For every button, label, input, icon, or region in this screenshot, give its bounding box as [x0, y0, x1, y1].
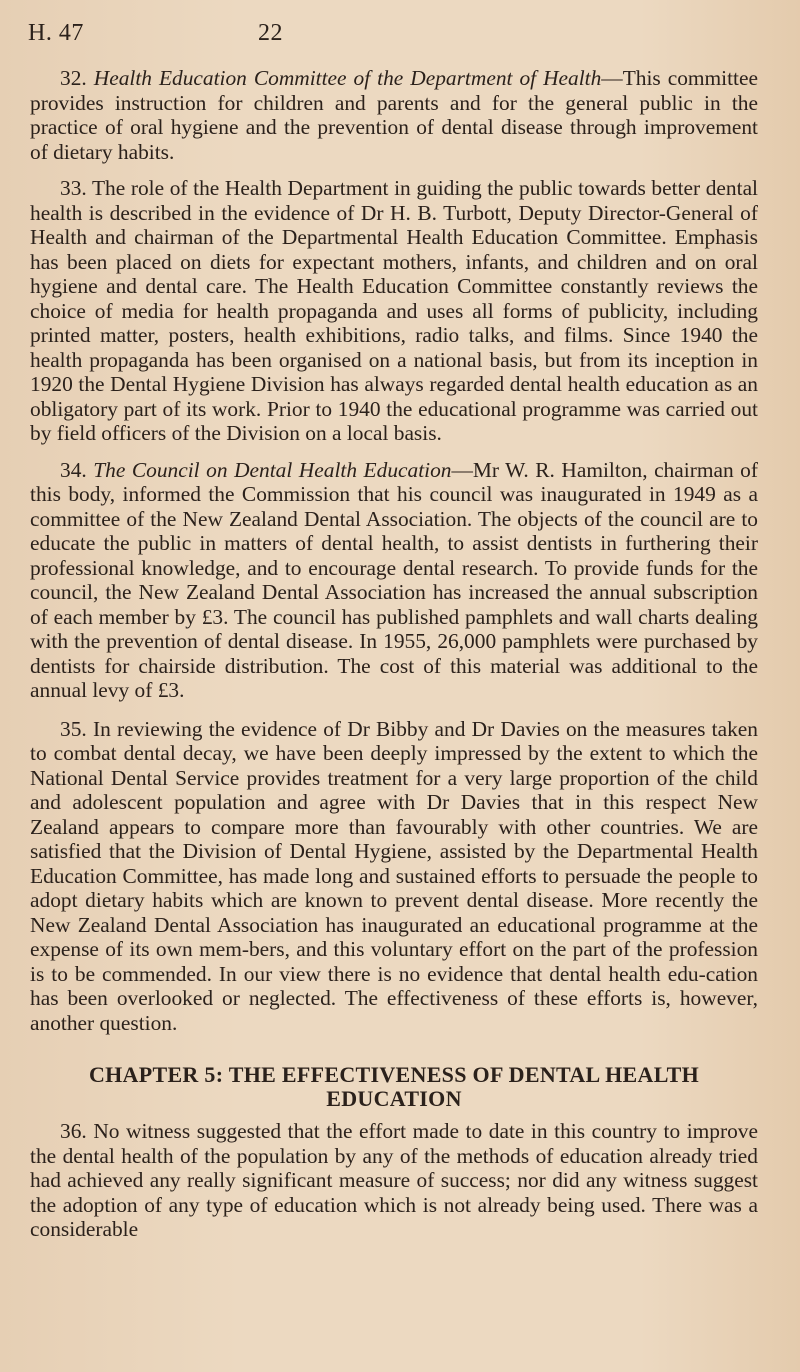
paragraph-number: 36.: [60, 1119, 87, 1143]
page-number: 22: [258, 20, 283, 46]
paragraph-34: [30, 458, 758, 703]
paragraph-32: [30, 66, 758, 164]
paragraph-number: 32.: [60, 66, 87, 90]
paragraph-number: 33.: [60, 176, 87, 200]
paragraph-33: [30, 176, 758, 446]
paragraph-text: No witness suggested that the effort made to date in this country to improve the dental health of the population by any of the methods of education already tried had achieved any really significant measure of success; nor did any witness suggest the adoption of any type of education which is not already being used. There was a considerable: [30, 1119, 758, 1241]
paragraph-heading: The Council on Dental Health Education: [93, 457, 452, 482]
paragraph-text: In reviewing the evidence of Dr Bibby and Dr Davies on the measures taken to combat dental decay, we have been deeply impressed by the extent to which the National Dental Service provides treatment for a very large proportion of the child and adolescent population and agree with Dr Davies that in this respect New Zealand appears to compare more than favourably with other countries. We are satisfied that the Division of Dental Hygiene, assisted by the Departmental Health Education Committee, has made long and sustained efforts to persuade the people to adopt dietary habits which are known to prevent dental disease. More recently the New Zealand Dental Association has inaugurated an educational programme at the expense of its own mem-bers, and this voluntary effort on the part of the profession is to be commended. In our view there is no evidence that dental health edu-cation has been overlooked or neglected. The effectiveness of these efforts is, however, another question.: [30, 716, 758, 1035]
paragraph-36: [30, 1119, 758, 1242]
paragraph-heading: Health Education Committee of the Department of Health: [93, 66, 602, 90]
paragraph-number: 35.: [60, 716, 87, 741]
paragraph-number: 34.: [60, 457, 87, 482]
paragraph-35: [30, 717, 758, 1036]
chapter-heading: CHAPTER 5: THE EFFECTIVENESS OF DENTAL HEALTH EDUCATION: [88, 1062, 700, 1111]
paragraph-text: —This committee provides instruction for children and parents and for the general public in the practice of oral hygiene and the prevention of dental disease through improvement of dietary habits.: [30, 66, 758, 164]
document-body: [30, 66, 758, 1254]
page-header: [28, 20, 748, 50]
document-reference: H. 47: [28, 20, 84, 46]
paragraph-text: The role of the Health Department in guiding the public towards better dental health is described in the evidence of Dr H. B. Turbott, Deputy Director-General of Health and chairman of the Departmental Health Education Committee. Emphasis has been placed on diets for expectant mothers, infants, and children and on oral hygiene and dental care. The Health Education Committee constantly reviews the choice of media for health propaganda and uses all forms of publicity, including printed matter, posters, health exhibitions, radio talks, and films. Since 1940 the health propaganda has been organised on a national basis, but from its inception in 1920 the Dental Hygiene Division has always regarded dental health education as an obligatory part of its work. Prior to 1940 the educational programme was carried out by field officers of the Division on a local basis.: [30, 176, 759, 445]
paragraph-text: —Mr W. R. Hamilton, chairman of this body, informed the Commission that his council was inaugurated in 1949 as a committee of the New Zealand Dental Association. The objects of the council are to educate the public in matters of dental health, to assist dentists in furthering their professional knowledge, and to encourage dental research. To provide funds for the council, the New Zealand Dental Association has increased the annual subscription of each member by £3. The council has published pamphlets and wall charts dealing with the prevention of dental disease. In 1955, 26,000 pamphlets were purchased by dentists for chairside distribution. The cost of this material was additional to the annual levy of £3.: [30, 457, 758, 702]
